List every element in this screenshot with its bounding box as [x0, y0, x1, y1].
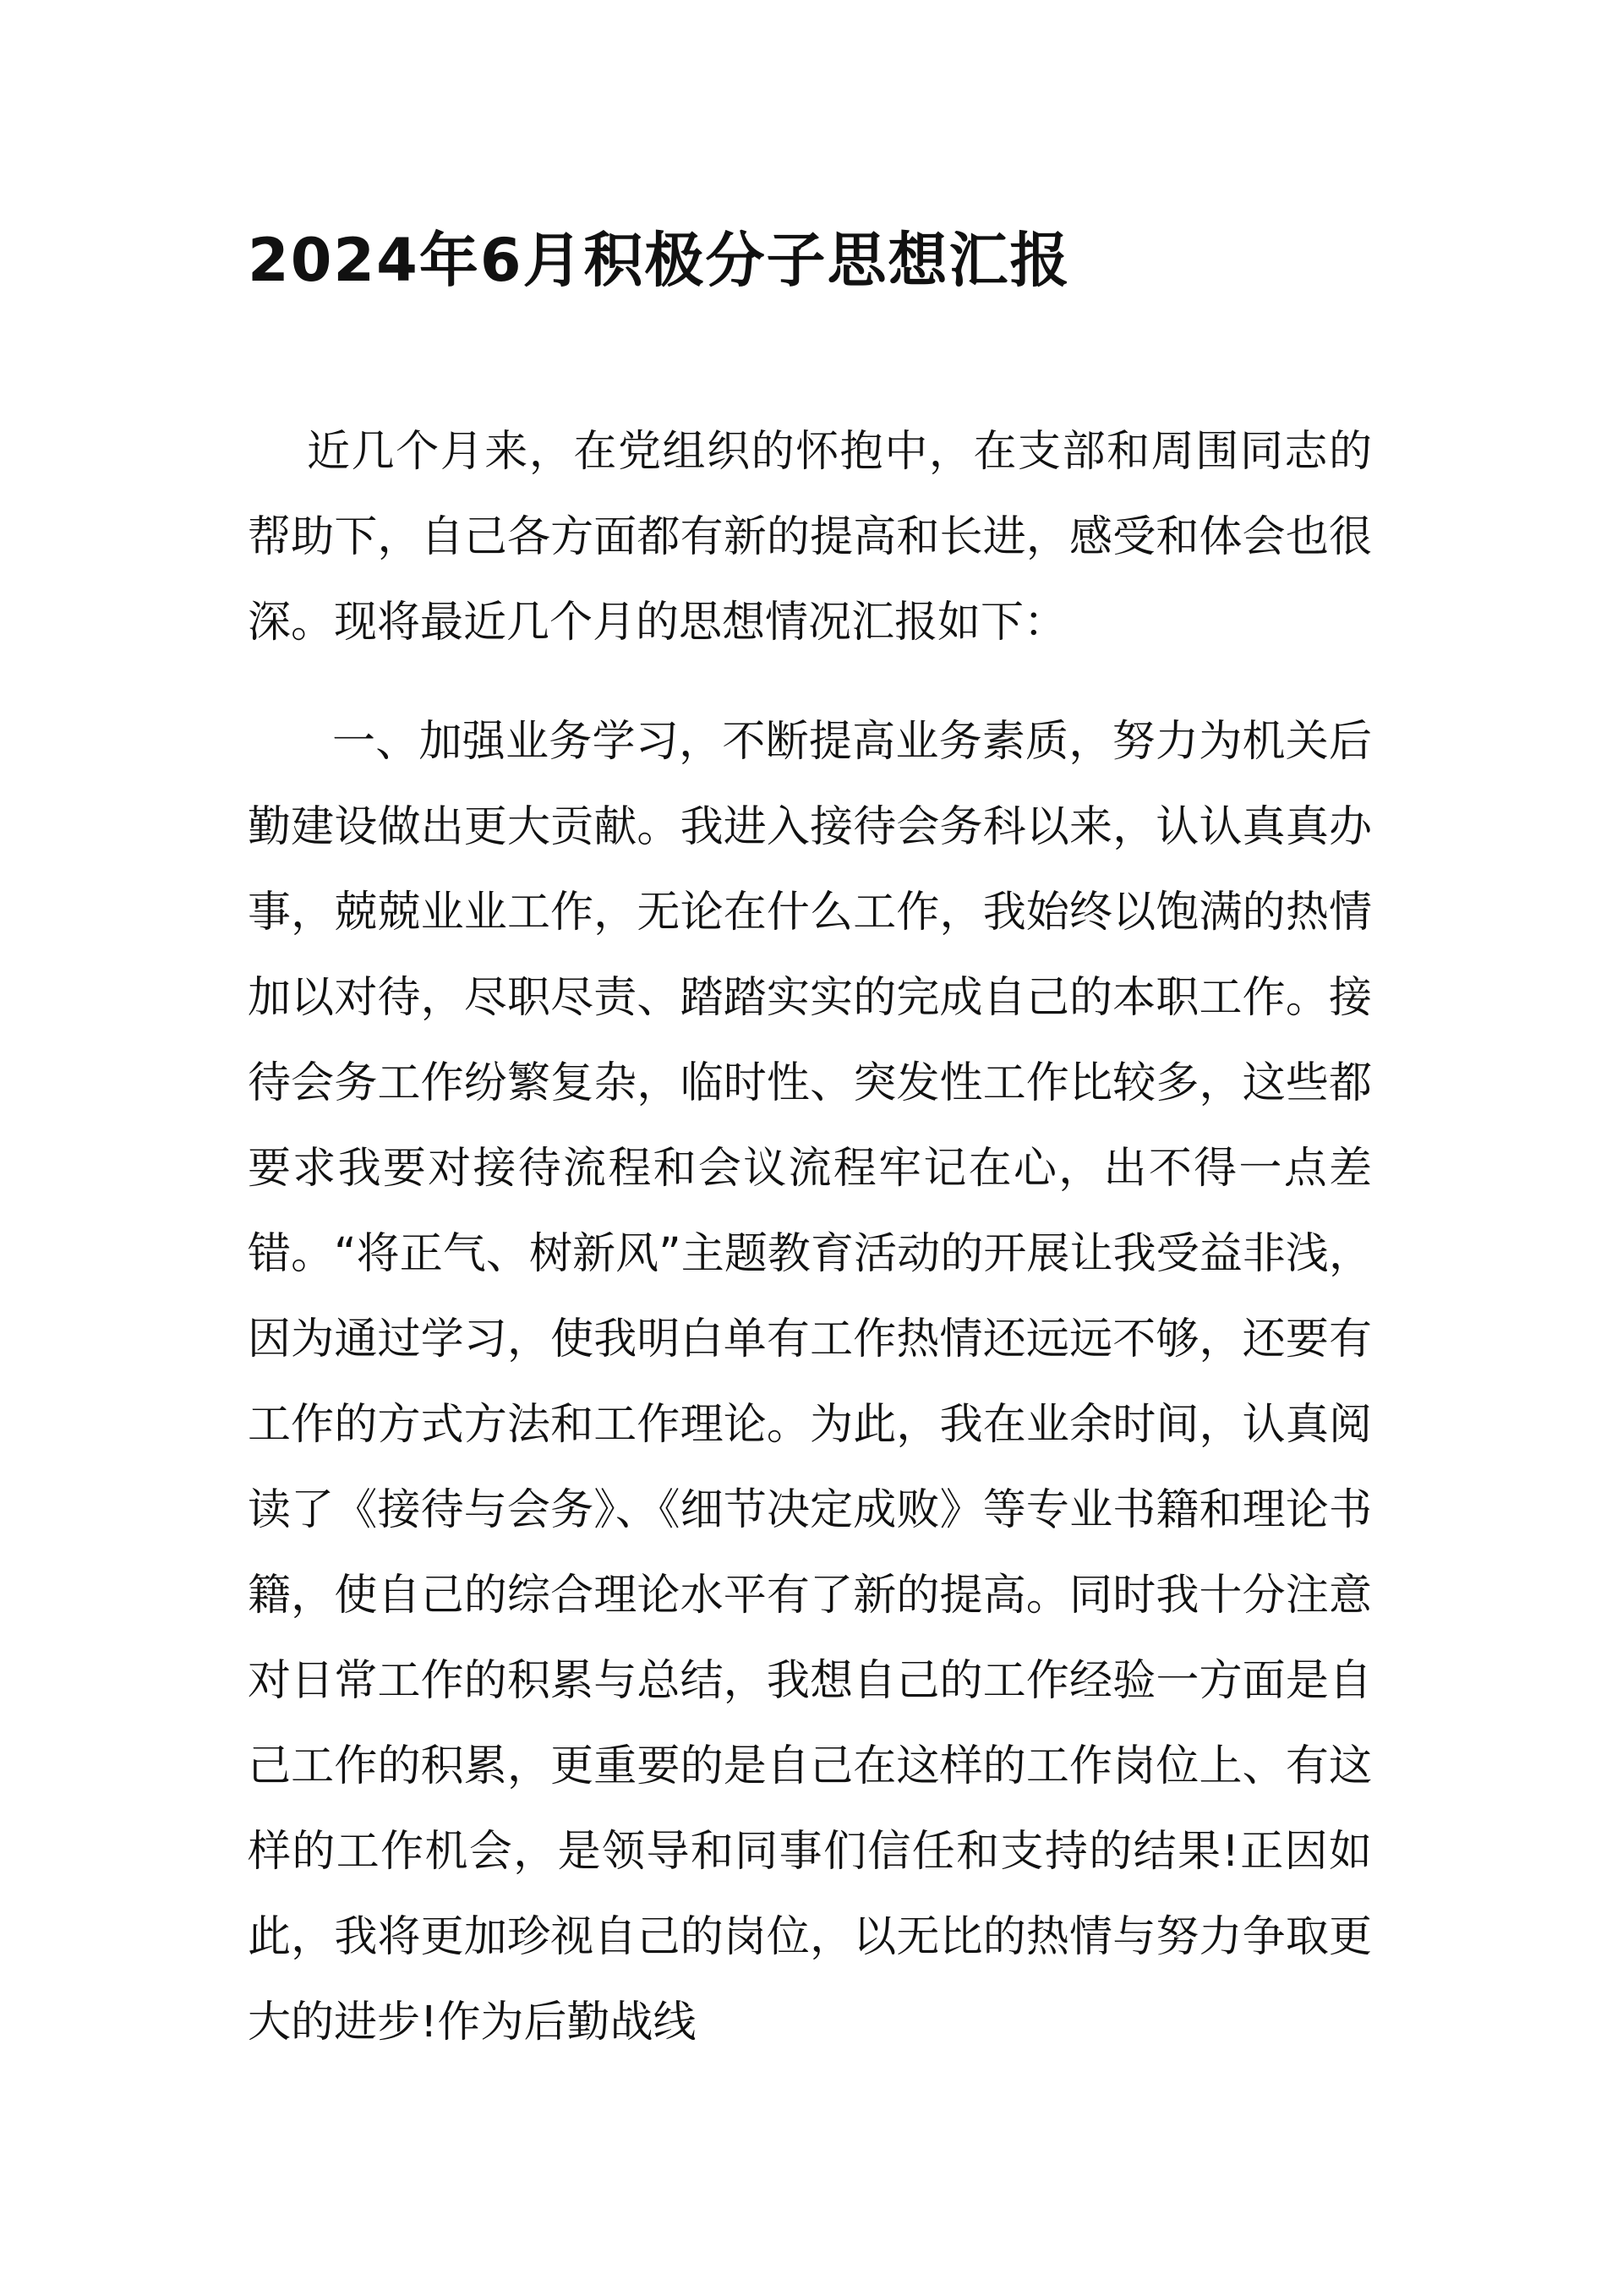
- paragraph-intro: 近几个月来，在党组织的怀抱中，在支部和周围同志的帮助下，自己各方面都有新的提高和长进，感受和体会也很深。现将最近几个月的思想情况汇报如下：: [248, 427, 1372, 648]
- document-body: [248, 409, 1372, 2065]
- document-title: 2024年6月积极分子思想汇报: [248, 226, 1071, 295]
- paragraph-section-one: 一、加强业务学习，不断提高业务素质，努力为机关后勤建设做出更大贡献。我进入接待会务科以来，认认真真办事，兢兢业业工作，无论在什么工作，我始终以饱满的热情加以对待，尽职尽责、踏踏实实的完成自己的本职工作。接待会务工作纷繁复杂，临时性、突发性工作比较多，这些都要求我要对接待流程和会议流程牢记在心，出不得一点差错。“将正气、树新风”主题教育活动的开展让我受益非浅，因为通过学习，使我明白单有工作热情还远远不够，还要有工作的方式方法和工作理论。为此，我在业余时间，认真阅读了《接待与会务》、《细节决定成败》等专业书籍和理论书籍，使自己的综合理论水平有了新的提高。同时我十分注意对日常工作的积累与总结，我想自己的工作经验一方面是自己工作的积累，更重要的是自己在这样的工作岗位上、有这样的工作机会，是领导和同事们信任和支持的结果!正因如此，我将更加珍视自己的岗位，以无比的热情与努力争取更大的进步!作为后勤战线: [248, 717, 1372, 2047]
